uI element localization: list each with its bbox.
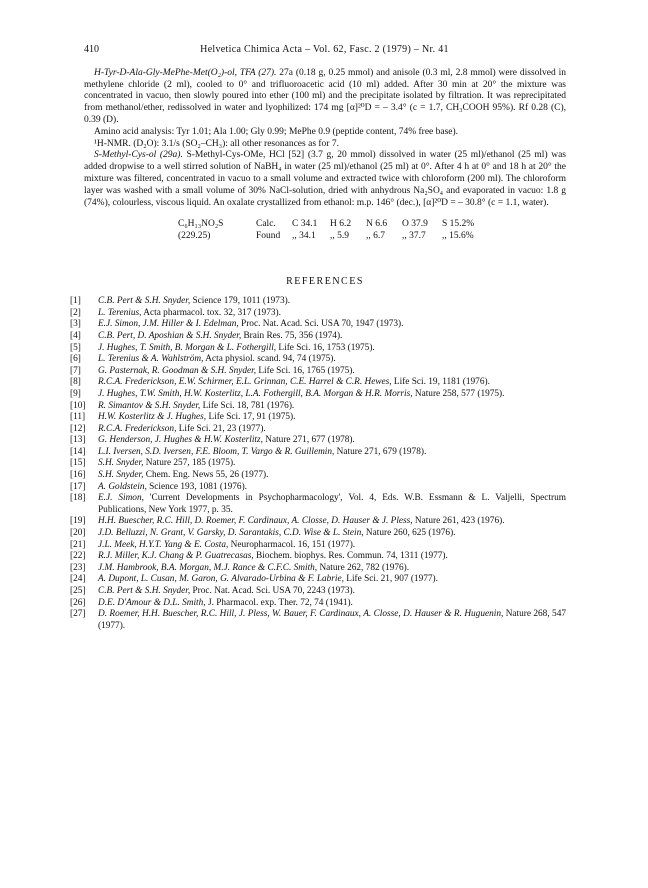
reference-item — [70, 447, 566, 459]
reference-authors: C.B. Pert & S.H. Snyder, — [98, 296, 191, 307]
reference-number: [19] — [70, 516, 86, 527]
reference-number: [3] — [70, 319, 81, 330]
reference-number: [24] — [70, 574, 86, 585]
reference-source: Life Sci. 21, 907 (1977). — [343, 574, 438, 585]
reference-source: Brain Res. 75, 356 (1974). — [241, 330, 343, 341]
journal-title: Helvetica Chimica Acta – Vol. 62, Fasc. 2 (1979) – Nr. 41 — [200, 44, 449, 55]
reference-source: Life Sci. 19, 1181 (1976). — [391, 377, 490, 388]
reference-authors: J. Hughes, T.W. Smith, H.W. Kosterlitz, L.A. Fothergill, B.A. Morgan & H.R. Morris, — [98, 388, 413, 399]
reference-authors: C.B. Pert, D. Aposhian & S.H. Snyder, — [98, 330, 242, 341]
reference-list — [70, 296, 566, 632]
reference-source: Nature 271, 679 (1978). — [334, 446, 427, 457]
reference-authors: R.J. Miller, K.J. Chang & P. Guatrecasas, — [98, 551, 254, 562]
reference-item — [70, 458, 566, 470]
reference-authors: D.E. D'Amour & D.L. Smith, — [98, 597, 206, 608]
amino-acid-analysis: Amino acid analysis: Tyr 1.01; Ala 1.00; Gly 0.99; MePhe 0.9 (peptide content, 74% free base). — [94, 126, 459, 137]
reference-number: [8] — [70, 377, 81, 388]
reference-item — [70, 401, 566, 413]
reference-item — [70, 482, 566, 494]
calc-o: O 37.9 — [402, 219, 428, 230]
elemental-analysis-table — [178, 219, 566, 242]
references-heading: REFERENCES — [286, 276, 364, 288]
reference-source: Nature 260, 625 (1976). — [363, 528, 456, 539]
reference-authors: D. Roemer, H.H. Buescher, R.C. Hill, J. Pless, W. Bauer, F. Cardinaux, A. Closse, D. Hauser & R. Huguenin, — [98, 609, 504, 620]
reference-authors: G. Pasternak, R. Goodman & S.H. Snyder, — [98, 365, 257, 376]
reference-source: Chem. Eng. News 55, 26 (1977). — [143, 470, 269, 481]
reference-number: [1] — [70, 296, 81, 307]
reference-number: [10] — [70, 400, 86, 411]
molecular-weight: (229.25) — [178, 230, 211, 241]
reference-number: [21] — [70, 539, 86, 550]
reference-source: Biochem. biophys. Res. Commun. 74, 1311 (1977). — [253, 551, 448, 562]
reference-item — [70, 319, 566, 331]
reference-item — [70, 540, 566, 552]
reference-number: [16] — [70, 470, 86, 481]
reference-item — [70, 609, 566, 632]
reference-item — [70, 377, 566, 389]
reference-number: [26] — [70, 597, 86, 608]
reference-number: [27] — [70, 609, 86, 620]
reference-source: Science 179, 1011 (1973). — [190, 296, 291, 307]
reference-number: [13] — [70, 435, 86, 446]
compound-title-27: H-Tyr-D-Ala-Gly-MePhe-Met(O₂)-ol, TFA (27). — [94, 67, 277, 78]
found-label: Found — [256, 230, 281, 241]
reference-item — [70, 586, 566, 598]
reference-authors: A. Goldstein, — [98, 481, 147, 492]
experimental-paragraph-1 — [84, 68, 566, 127]
reference-item — [70, 389, 566, 401]
reference-authors: A. Dupont, L. Cusan, M. Garon, G. Alvarado-Urbina & F. Labrie, — [98, 574, 344, 585]
reference-source: Nature 268, 547 (1977). — [98, 609, 566, 631]
reference-number: [2] — [70, 307, 81, 318]
reference-authors: J.L. Meek, H.Y.T. Yang & E. Costa, — [98, 539, 229, 550]
nmr-data: ¹H-NMR. (D₂O): 3.1/s (SO₂–CH₃): all other resonances as for 7. — [94, 138, 339, 149]
reference-item — [70, 574, 566, 586]
reference-number: [9] — [70, 388, 81, 399]
reference-authors: R. Simantov & S.H. Snyder, — [98, 400, 201, 411]
reference-source: Nature 262, 782 (1976). — [317, 562, 410, 573]
page-number: 410 — [84, 44, 99, 55]
reference-item — [70, 424, 566, 436]
reference-number: [11] — [70, 412, 86, 423]
reference-authors: S.H. Snyder, — [98, 470, 144, 481]
reference-authors: E.J. Simon, J.M. Hiller & I. Edelman, — [98, 319, 239, 330]
paragraph-29a-text: S-Methyl-Cys-OMe, HCl [52] (3.7 g, 20 mmol) dissolved in water (25 ml)/ethanol (25 ml) was added dropwise to a well stirred solution of NaBH₄ in water (25 ml)/ethanol (25 ml) at 0°. After 4 h at 0° and 18 h at 20° the mixture was filtered, concentrated in vacuo to a small volume and extracted twice with chloroform (200 ml). The chloroform layer was washed with a small volume of 30% NaCl-solution, dried with anhydrous Na₂SO₄ and evaporated in vacuo: 1.8 g (74%), colourless, viscous liquid. An oxalate crystallized from ethanol: m.p. 146° (dec.), [α]²⁰D = – 30.8° (c = 1.1, water). — [84, 150, 566, 208]
compound-title-29a: S-Methyl-Cys-ol (29a). — [94, 150, 183, 161]
reference-source: 'Current Developments in Psychopharmacology', Vol. 4, Eds. W.B. Essmann & L. Valjelli, Spectrum Publications, New York 1977, p. 35. — [98, 493, 566, 515]
reference-number: [5] — [70, 342, 81, 353]
reference-number: [25] — [70, 586, 86, 596]
formula: C₆H₁₃NO₂S — [178, 219, 224, 230]
reference-source: Life Sci. 16, 1753 (1975). — [276, 342, 375, 353]
reference-authors: H.W. Kosterlitz & J. Hughes, — [98, 412, 207, 423]
calc-s: S 15.2% — [442, 219, 475, 230]
reference-number: [20] — [70, 528, 86, 539]
reference-source: Neuropharmacol. 16, 151 (1977). — [228, 539, 356, 550]
found-c: ,, 34.1 — [292, 230, 316, 241]
reference-authors: L. Terenius, — [98, 307, 142, 318]
reference-source: Nature 271, 677 (1978). — [262, 435, 355, 446]
reference-authors: S.H. Snyder, — [98, 458, 144, 469]
reference-item — [70, 598, 566, 610]
reference-item — [70, 308, 566, 320]
reference-item — [70, 551, 566, 563]
reference-number: [18] — [70, 493, 86, 504]
reference-number: [22] — [70, 551, 86, 562]
reference-number: [23] — [70, 562, 86, 573]
reference-source: J. Pharmacol. exp. Ther. 72, 74 (1941). — [205, 597, 353, 608]
reference-authors: R.C.A. Frederickson, E.W. Schirmer, E.L. Grinnan, C.E. Harrel & C.R. Hewes, — [98, 377, 392, 388]
paragraph-1-text: 27a (0.18 g, 0.25 mmol) and anisole (0.3 ml, 2.8 mmol) were dissolved in methylene chloride (2 ml), cooled to 0° and trifluoroacetic acid (10 ml) added. After 30 min at 20° the mixture was concentrated in vacuo, then slowly poured into ether (100 ml) and the precipitate isolated by filtration. It was reprecipitated from methanol/ether, redissolved in water and lyophilized: 174 mg [α]²⁰D = – 3.4° (c = 1.7, CH₃COOH 95%). Rf 0.28 (C), 0.39 (D). — [84, 67, 566, 125]
reference-number: [12] — [70, 423, 86, 434]
reference-item — [70, 435, 566, 447]
calc-n: N 6.6 — [366, 219, 388, 230]
reference-authors: H.H. Buescher, R.C. Hill, D. Roemer, F. Cardinaux, A. Closse, D. Hauser & J. Pless, — [98, 516, 413, 527]
reference-item — [70, 528, 566, 540]
reference-authors: L. Terenius & A. Wahlström, — [98, 354, 204, 365]
experimental-paragraph-29a — [84, 150, 566, 209]
page — [70, 44, 566, 632]
reference-item — [70, 516, 566, 528]
reference-authors: R.C.A. Frederickson, — [98, 423, 177, 434]
reference-source: Proc. Nat. Acad. Sci. USA 70, 2243 (1973). — [190, 586, 355, 596]
reference-number: [14] — [70, 446, 86, 457]
calc-c: C 34.1 — [292, 219, 318, 230]
reference-number: [7] — [70, 365, 81, 376]
reference-source: Life Sci. 21, 23 (1977). — [176, 423, 266, 434]
reference-source: Acta physiol. scand. 94, 74 (1975). — [203, 354, 336, 365]
running-header — [84, 44, 566, 56]
reference-number: [17] — [70, 481, 86, 492]
reference-item — [70, 331, 566, 343]
found-o: ,, 37.7 — [402, 230, 426, 241]
reference-item — [70, 412, 566, 424]
calc-label: Calc. — [256, 219, 276, 230]
reference-source: Acta pharmacol. tox. 32, 317 (1973). — [141, 307, 281, 318]
reference-number: [15] — [70, 458, 86, 469]
reference-authors: J.D. Belluzzi, N. Grant, V. Garsky, D. Sarantakis, C.D. Wise & L. Stein, — [98, 528, 364, 539]
reference-source: Science 193, 1081 (1976). — [146, 481, 247, 492]
reference-source: Proc. Nat. Acad. Sci. USA 70, 1947 (1973). — [238, 319, 404, 330]
reference-number: [4] — [70, 330, 81, 341]
found-n: ,, 6.7 — [366, 230, 385, 241]
reference-item — [70, 354, 566, 366]
reference-item — [70, 493, 566, 516]
reference-item — [70, 343, 566, 355]
reference-authors: C.B. Pert & S.H. Snyder, — [98, 586, 191, 596]
reference-authors: L.I. Iversen, S.D. Iversen, F.E. Bloom, T. Vargo & R. Guillemin, — [98, 446, 335, 457]
reference-number: [6] — [70, 354, 81, 365]
found-h: ,, 5.9 — [330, 230, 349, 241]
reference-source: Life Sci. 18, 781 (1976). — [200, 400, 295, 411]
reference-authors: E.J. Simon, — [98, 493, 144, 504]
reference-authors: J. Hughes, T. Smith, B. Morgan & L. Fothergill, — [98, 342, 277, 353]
reference-item — [70, 366, 566, 378]
reference-item — [70, 470, 566, 482]
reference-source: Life Sci. 17, 91 (1975). — [206, 412, 296, 423]
reference-source: Nature 258, 577 (1975). — [412, 388, 505, 399]
reference-source: Nature 261, 423 (1976). — [412, 516, 505, 527]
calc-h: H 6.2 — [330, 219, 352, 230]
reference-source: Nature 257, 185 (1975). — [143, 458, 236, 469]
found-s: ,, 15.6% — [442, 230, 474, 241]
reference-item — [70, 563, 566, 575]
reference-authors: J.M. Hambrook, B.A. Morgan, M.J. Rance & C.F.C. Smith, — [98, 562, 318, 573]
reference-source: Life Sci. 16, 1765 (1975). — [256, 365, 355, 376]
reference-item — [70, 296, 566, 308]
reference-authors: G. Henderson, J. Hughes & H.W. Kosterlitz, — [98, 435, 263, 446]
